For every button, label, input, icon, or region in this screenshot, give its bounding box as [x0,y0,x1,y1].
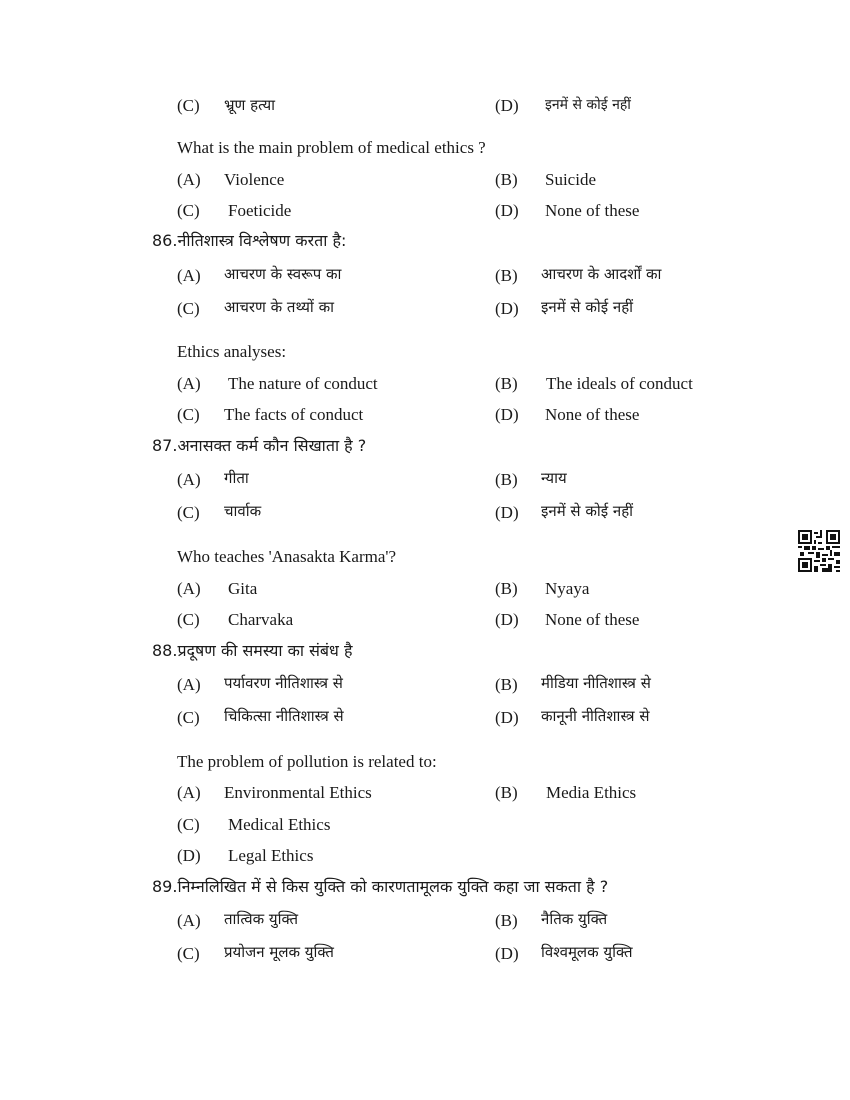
option-label: (C) [177,815,200,834]
option-text: Medical Ethics [228,815,331,834]
option-label: (B) [495,374,518,393]
option-label: (B) [495,579,518,598]
option-text: The facts of conduct [224,405,364,424]
option-text: The ideals of conduct [546,374,693,393]
option-text: आचरण के आदर्शों का [541,265,662,283]
option-label: (C) [177,503,200,522]
option-text: न्याय [541,469,567,487]
option-text: इनमें से कोई नहीं [541,298,634,316]
option-label: (D) [495,708,519,727]
option-label: (C) [177,708,200,727]
option-text: None of these [545,610,640,629]
option-label: (D) [495,96,519,115]
option-label: (A) [177,266,201,285]
option-label: (C) [177,96,200,115]
option-label: (D) [177,846,201,865]
option-label: (D) [495,610,519,629]
option-label: (D) [495,405,519,424]
question-text-english: Who teaches 'Anasakta Karma'? [177,547,396,566]
option-text: Nyaya [545,579,590,598]
option-label: (A) [177,783,201,802]
option-text: चार्वाक [224,502,262,520]
option-text: Legal Ethics [228,846,314,865]
option-label: (B) [495,783,518,802]
option-label: (A) [177,579,201,598]
option-label: (A) [177,911,201,930]
option-text: Foeticide [228,201,292,220]
option-text: प्रयोजन मूलक युक्ति [224,943,334,961]
question-text-english: Ethics analyses: [177,342,287,361]
option-label: (B) [495,911,518,930]
option-text: मीडिया नीतिशास्त्र से [541,674,651,692]
option-label: (A) [177,470,201,489]
option-label: (B) [495,266,518,285]
question-text-english: What is the main problem of medical ethics ? [177,138,486,157]
option-text: इनमें से कोई नहीं [545,97,631,113]
option-text: आचरण के तथ्यों का [224,298,334,316]
option-text: चिकित्सा नीतिशास्त्र से [224,707,344,725]
qr-code-icon [798,530,840,572]
option-label: (A) [177,170,201,189]
question-text-hindi: 89.निम्नलिखित में से किस युक्ति को कारणतामूलक युक्ति कहा जा सकता है ? [152,877,609,896]
option-text: पर्यावरण नीतिशास्त्र से [224,674,343,692]
option-label: (C) [177,405,200,424]
option-label: (D) [495,201,519,220]
option-text: Media Ethics [546,783,637,802]
option-label: (B) [495,470,518,489]
question-text-hindi: 87.अनासक्त कर्म कौन सिखाता है ? [152,436,367,455]
option-text: नैतिक युक्ति [541,910,608,928]
option-text: कानूनी नीतिशास्त्र से [541,707,650,725]
option-text: आचरण के स्वरूप का [224,265,342,283]
option-text: The nature of conduct [228,374,378,393]
option-text: Violence [224,170,285,189]
option-text: Gita [228,579,258,598]
option-label: (C) [177,299,200,318]
option-label: (D) [495,503,519,522]
question-text-english: The problem of pollution is related to: [177,752,437,771]
option-text: Charvaka [228,610,294,629]
option-label: (C) [177,610,200,629]
option-text: तात्विक युक्ति [224,910,299,928]
option-text: Environmental Ethics [224,783,372,802]
option-label: (A) [177,374,201,393]
question-text-hindi: 88.प्रदूषण की समस्या का संबंध है [152,641,353,660]
option-text: गीता [224,469,249,487]
option-text: None of these [545,405,640,424]
option-text: भ्रूण हत्या [224,96,276,114]
option-label: (C) [177,944,200,963]
option-text: None of these [545,201,640,220]
option-label: (B) [495,170,518,189]
option-label: (A) [177,675,201,694]
option-text: Suicide [545,170,596,189]
question-text-hindi: 86.नीतिशास्त्र विश्लेषण करता है: [152,231,347,250]
option-text: विश्वमूलक युक्ति [541,943,633,961]
option-text: इनमें से कोई नहीं [541,502,634,520]
option-label: (C) [177,201,200,220]
option-label: (D) [495,299,519,318]
option-label: (D) [495,944,519,963]
option-label: (B) [495,675,518,694]
